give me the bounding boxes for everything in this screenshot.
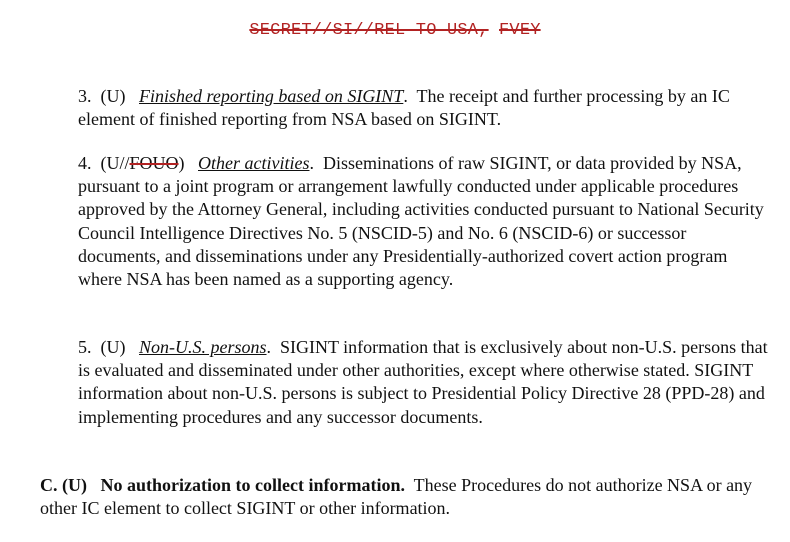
classification-banner [0,21,790,40]
portion-marking: (U) [100,337,126,357]
section-body: These Procedures do not authorize NSA or any other IC element to collect SIGINT or other information. [40,475,753,519]
portion-marking-open: (U// [100,153,130,173]
paragraph-body: SIGINT information that is exclusively about non-U.S. persons that is evaluated and disseminated under other authorities, except where otherwise stated. SIGINT information about non-U.S. persons is subject to Presidential Policy Directive 28 (PPD-28) and implementing procedures and any successor documents. [78,337,768,427]
paragraph-3 [78,85,768,131]
paragraph-title-end: . [266,337,272,357]
classification-struck-text: SECRET//SI//REL TO USA, [249,21,489,40]
paragraph-title-end: . [309,153,314,173]
portion-marking-close: ) [178,153,185,173]
paragraph-body: The receipt and further processing by an IC element of finished reporting from NSA based on SIGINT. [78,86,730,130]
section-heading: No authorization to collect information. [100,475,405,495]
paragraph-title-end: . [403,86,408,106]
paragraph-title: Finished reporting based on SIGINT [139,86,404,106]
portion-marking: (U) [100,86,126,106]
paragraph-body: Disseminations of raw SIGINT, or data provided by NSA, pursuant to a joint program or arrangement lawfully conducted under applicable procedures approved by the Attorney General, including activities conducted pursuant to National Security Council Intelligence Directives No. 5 (NSCID-5) and No. 6 (NSCID-6) or successor documents, and disseminations under any Presidentially-authorized covert action program where NSA has been named as a supporting agency. [78,153,764,290]
paragraph-title: Non-U.S. persons [139,337,267,357]
classification-struck-tail: FVEY [499,21,541,40]
section-label: C. (U) [40,475,87,495]
paragraph-title: Other activities [198,153,310,173]
paragraph-5 [78,336,768,429]
paragraph-number: 4. [78,153,92,173]
paragraph-number: 5. [78,337,92,357]
portion-marking-struck: FOUO [129,153,179,173]
paragraph-4 [78,152,768,291]
section-c [40,474,770,520]
paragraph-number: 3. [78,86,92,106]
